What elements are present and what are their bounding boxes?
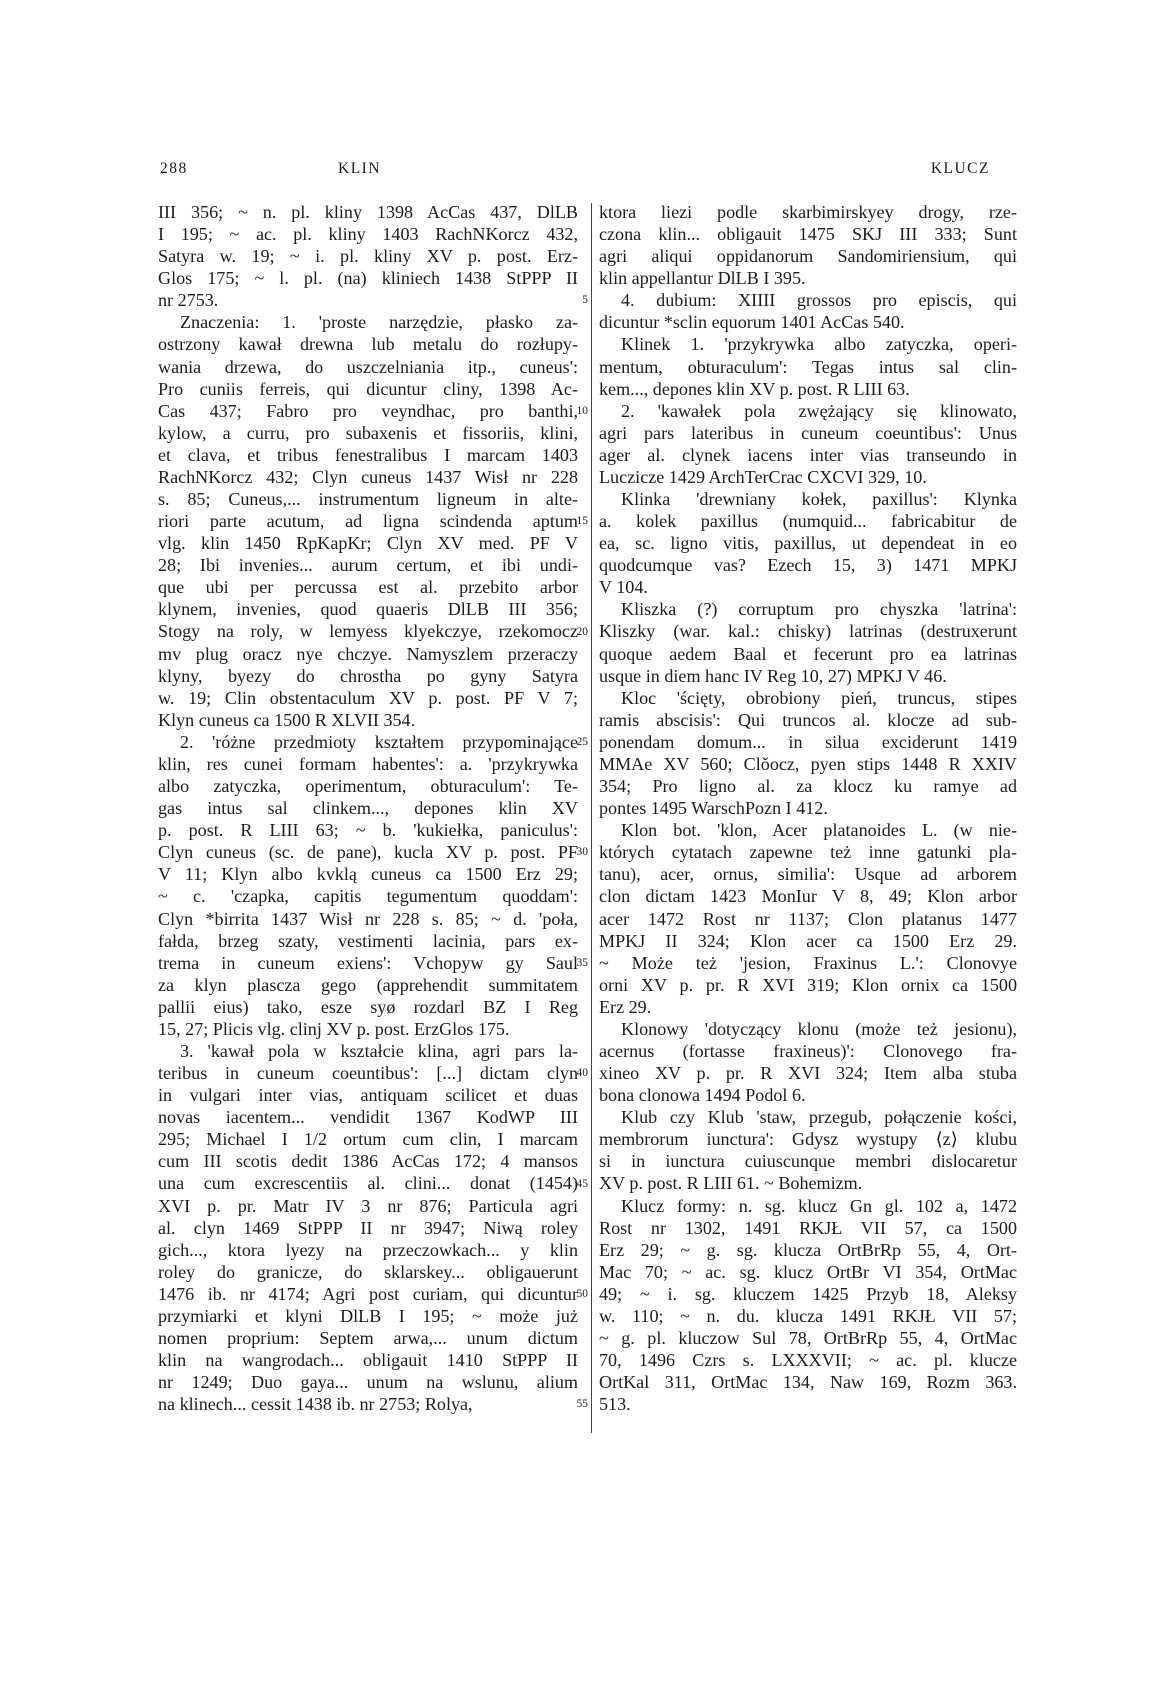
text-line: si in iunctura cuiuscunque membri dislocaretur <box>599 1151 1017 1172</box>
text-line: Kliszka (?) corruptum pro chyszka 'latrina': <box>621 599 1017 620</box>
text-line: RachNKorcz 432; Clyn cuneus 1437 Wisł nr 228 <box>158 466 578 487</box>
text-line: et clava, et tribus fenestralibus I marcam 1403 <box>158 444 578 465</box>
text-line: dicuntur *sclin equorum 1401 AcCas 540. <box>599 312 905 333</box>
text-line: xineo XV p. pr. R XVI 324; Item alba stuba <box>599 1063 1017 1084</box>
text-line: 2. 'różne przedmioty kształtem przypominające <box>180 731 578 752</box>
text-line: agri aliqui oppidanorum Sandomiriensium, qui <box>599 246 1017 267</box>
text-line: fałda, brzeg szaty, vestimenti lacinia, pars ex- <box>158 930 578 951</box>
text-line: V 11; Klyn albo kvklą cuneus ca 1500 Erz 29; <box>158 864 578 885</box>
text-line: kem..., depones klin XV p. post. R LIII 63. <box>599 378 910 399</box>
text-line: 4. dubium: XIIII grossos pro episcis, qui <box>621 290 1017 311</box>
text-line: quodcumque vas? Ezech 15, 3) 1471 MPKJ <box>599 555 1017 576</box>
text-line: vlg. klin 1450 RpKapKr; Clyn XV med. PF V <box>158 533 578 554</box>
text-line: ostrzony kawał drewna lub metalu do rozłupy- <box>158 334 578 355</box>
text-line: Klonowy 'dotyczący klonu (może też jesionu), <box>621 1018 1017 1039</box>
text-line: novas iacentem... vendidit 1367 KodWP III <box>158 1107 578 1128</box>
text-line: Kliszky (war. kal.: chisky) latrinas (destruxerunt <box>599 621 1017 642</box>
text-line: tanu), acer, ornus, similia': Usque ad arborem <box>599 864 1017 885</box>
text-line: na klinech... cessit 1438 ib. nr 2753; Rolya, <box>158 1394 473 1415</box>
margin-line-number: 45 <box>576 1177 588 1190</box>
text-line: mentum, obturaculum': Tegas intus sal clin- <box>599 356 1017 377</box>
text-line: quoque aedem Baal et fecerunt pro ea latrinas <box>599 643 1017 664</box>
text-line: clon dictam 1423 MonIur V 8, 49; Klon arbor <box>599 886 1017 907</box>
text-line: klynem, invenies, quod quaeris DlLB III 356; <box>158 599 578 620</box>
text-line: Glos 175; ~ l. pl. (na) kliniech 1438 StPPP II <box>158 268 578 289</box>
text-line: acernus (fortasse fraxineus)': Clonovego fra- <box>599 1040 1017 1061</box>
text-line: una cum excrescentiis al. clini... donat (1454) <box>158 1173 578 1194</box>
text-line: I 195; ~ ac. pl. kliny 1403 RachNKorcz 432, <box>158 224 578 245</box>
text-line: que ubi per percussa est al. przebito arbor <box>158 577 578 598</box>
margin-line-number: 25 <box>576 735 588 748</box>
text-line: klin appellantur DlLB I 395. <box>599 268 806 289</box>
text-line: ramis abscisis': Qui truncos al. klocze ad sub- <box>599 709 1017 730</box>
text-line: roley do granicze, do sklarskey... obligauerunt <box>158 1261 578 1282</box>
text-line: Klub czy Klub 'staw, przegub, połączenie kości, <box>621 1107 1017 1128</box>
text-line: acer 1472 Rost nr 1137; Clon platanus 1477 <box>599 908 1017 929</box>
text-line: Rost nr 1302, 1491 RKJŁ VII 57, ca 1500 <box>599 1217 1017 1238</box>
text-line: Klyn cuneus ca 1500 R XLVII 354. <box>158 709 416 730</box>
text-line: teribus in cuneum coeuntibus': [...] dictam clyn <box>158 1063 578 1084</box>
text-line: ager al. clynek iacens inter vias transeundo in <box>599 444 1017 465</box>
text-line: Luczicze 1429 ArchTerCrac CXCVI 329, 10. <box>599 466 927 487</box>
header-left-entry: KLIN <box>338 160 382 177</box>
text-line: pallii eius) tako, esze syø rozdarl BZ I Reg <box>158 996 578 1017</box>
text-line: in vulgari inter vias, antiquam scilicet et duas <box>158 1085 578 1106</box>
margin-line-number: 5 <box>582 294 588 307</box>
text-line: 3. 'kawał pola w kształcie klina, agri pars la- <box>180 1040 578 1061</box>
margin-line-number: 35 <box>576 956 588 969</box>
text-line: bona clonowa 1494 Podol 6. <box>599 1085 806 1106</box>
text-line: 354; Pro ligno al. za klocz ku ramye ad <box>599 776 1017 797</box>
text-line: gas intus sal clinkem..., depones klin XV <box>158 798 578 819</box>
text-line: Klon bot. 'klon, Acer platanoides L. (w nie- <box>621 820 1017 841</box>
text-line: 2. 'kawałek pola zwężający się klinowato, <box>621 400 1017 421</box>
text-line: ~ Może też 'jesion, Fraxinus L.': Clonovye <box>599 952 1017 973</box>
text-line: Erz 29. <box>599 996 652 1017</box>
text-line: czona klin... obligauit 1475 SKJ III 333; Sunt <box>599 224 1017 245</box>
text-line: membrorum iunctura': Gdysz wystupy ⟨z⟩ klubu <box>599 1129 1017 1150</box>
text-line: 1476 ib. nr 4174; Agri post curiam, qui dicuntur <box>158 1283 578 1304</box>
text-line: 295; Michael I 1/2 ortum cum clin, I marcam <box>158 1129 578 1150</box>
margin-line-number: 50 <box>576 1287 588 1300</box>
text-line: trema in cuneum exiens': Vchopyw gy Saul <box>158 952 578 973</box>
header-right-entry: KLUCZ <box>930 160 990 177</box>
text-line: 49; ~ i. sg. kluczem 1425 Przyb 18, Aleksy <box>599 1283 1017 1304</box>
text-line: orni XV p. pr. R XVI 319; Klon ornix ca 1500 <box>599 974 1017 995</box>
text-line: p. post. R LIII 63; ~ b. 'kukiełka, paniculus': <box>158 820 578 841</box>
left-column <box>158 201 578 1415</box>
text-line: ~ g. pl. kluczow Sul 78, OrtBrRp 55, 4, OrtMac <box>599 1327 1017 1348</box>
text-line: ea, sc. ligno vitis, paxillus, ut dependeat in eo <box>599 533 1017 554</box>
text-line: riori parte acutum, ad ligna scindenda aptum <box>158 511 578 532</box>
margin-line-number: 55 <box>576 1398 588 1411</box>
text-line: pontes 1495 WarschPozn I 412. <box>599 798 828 819</box>
text-line: Satyra w. 19; ~ i. pl. kliny XV p. post. Erz- <box>158 246 578 267</box>
text-line: ponendam domum... in silua exciderunt 1419 <box>599 731 1017 752</box>
text-line: kylow, a curru, pro subaxenis et fissoriis, klini, <box>158 422 578 443</box>
text-line: klin na wangrodach... obligauit 1410 StPPP II <box>158 1350 578 1371</box>
text-line: s. 85; Cuneus,... instrumentum ligneum in alte- <box>158 489 578 510</box>
text-line: Mac 70; ~ ac. sg. klucz OrtBr VI 354, OrtMac <box>599 1261 1017 1282</box>
text-line: 513. <box>599 1394 631 1415</box>
text-line: a. kolek paxillus (numquid... fabricabitur de <box>599 511 1017 532</box>
margin-line-number: 20 <box>576 625 588 638</box>
text-line: 70, 1496 Czrs s. LXXXVII; ~ ac. pl. klucze <box>599 1350 1017 1371</box>
text-line: 28; Ibi invenies... aurum certum, et ibi undi- <box>158 555 578 576</box>
text-line: al. clyn 1469 StPPP II nr 3947; Niwą roley <box>158 1217 578 1238</box>
text-line: Clyn cuneus (sc. de pane), kucla XV p. post. PF <box>158 842 578 863</box>
text-line: V 104. <box>599 577 648 598</box>
text-line: albo zatyczka, operimentum, obturaculum': Te- <box>158 776 578 797</box>
text-line: Erz 29; ~ g. sg. klucza OrtBrRp 55, 4, Ort- <box>599 1239 1017 1260</box>
text-line: ktora liezi podle skarbimirskyey drogy, rze- <box>599 202 1017 222</box>
text-line: w. 19; Clin obstentaculum XV p. post. PF V 7; <box>158 687 578 708</box>
text-line: Cas 437; Fabro pro veyndhac, pro banthi, <box>158 400 578 421</box>
text-line: XVI p. pr. Matr IV 3 nr 876; Particula agri <box>158 1195 578 1216</box>
text-line: MPKJ II 324; Klon acer ca 1500 Erz 29. <box>599 930 1017 951</box>
right-column <box>599 201 1017 1415</box>
margin-line-number: 15 <box>576 515 588 528</box>
text-line: 15, 27; Plicis vlg. clinj XV p. post. ErzGlos 175. <box>158 1018 510 1039</box>
text-line: nr 1249; Duo gaya... unum na wslunu, alium <box>158 1372 578 1393</box>
text-line: wania drzewa, do uszczelniania itp., cuneus': <box>158 356 578 377</box>
text-line: klyny, byezy do chrostha po gyny Satyra <box>158 665 578 686</box>
text-line: Klinka 'drewniany kołek, paxillus': Klynka <box>621 489 1017 510</box>
margin-line-number: 40 <box>576 1067 588 1080</box>
text-line: przymiarki et klyni DlLB I 195; ~ może już <box>158 1305 578 1326</box>
margin-line-number: 30 <box>576 846 588 859</box>
text-line: których cytatach zapewne też inne gatunki pla- <box>599 842 1017 863</box>
text-line: w. 110; ~ n. du. klucza 1491 RKJŁ VII 57; <box>599 1305 1017 1326</box>
text-line: ~ c. 'czapka, capitis tegumentum quoddam': <box>158 886 578 907</box>
text-line: Kloc 'ścięty, obrobiony pień, truncus, stipes <box>621 687 1017 708</box>
text-line: klin, res cunei formam habentes': a. 'przykrywka <box>158 753 578 774</box>
text-line: cum III scotis dedit 1386 AcCas 172; 4 mansos <box>158 1151 578 1172</box>
running-header <box>160 160 990 184</box>
text-line: Klinek 1. 'przykrywka albo zatyczka, operi- <box>621 334 1017 355</box>
text-line: usque in diem hanc IV Reg 10, 27) MPKJ V 46. <box>599 665 947 686</box>
text-line: Znaczenia: 1. 'proste narzędzie, płasko za- <box>180 312 578 333</box>
text-line: OrtKal 311, OrtMac 134, Naw 169, Rozm 363. <box>599 1372 1017 1393</box>
text-line: III 356; ~ n. pl. kliny 1398 AcCas 437, DlLB <box>158 202 578 222</box>
text-line: nomen proprium: Septem arwa,... unum dictum <box>158 1327 578 1348</box>
text-line: Stogy na roly, w lemyess klyekczye, rzekomocz <box>158 621 578 642</box>
text-line: Pro cuniis ferreis, qui dicuntur cliny, 1398 Ac- <box>158 378 578 399</box>
page-number: 288 <box>160 160 188 177</box>
text-line: Clyn *birrita 1437 Wisł nr 228 s. 85; ~ d. 'poła, <box>158 908 578 929</box>
text-line: MMAe XV 560; Clǒocz, pyen stips 1448 R XXIV <box>599 753 1017 774</box>
text-line: agri pars lateribus in cuneum coeuntibus': Unus <box>599 422 1017 443</box>
text-line: XV p. post. R LIII 61. ~ Bohemizm. <box>599 1173 863 1194</box>
text-line: nr 2753. <box>158 290 219 311</box>
text-line: Klucz formy: n. sg. klucz Gn gl. 102 a, 1472 <box>621 1195 1017 1216</box>
text-line: mv plug oracz nye chczye. Namyszlem przeraczy <box>158 643 578 664</box>
column-divider <box>591 203 592 1433</box>
text-line: gich..., ktora lyezy na przeczowkach... y klin <box>158 1239 578 1260</box>
margin-line-number: 10 <box>576 404 588 417</box>
text-line: za klyn plascza gego (apprehendit summitatem <box>158 974 578 995</box>
